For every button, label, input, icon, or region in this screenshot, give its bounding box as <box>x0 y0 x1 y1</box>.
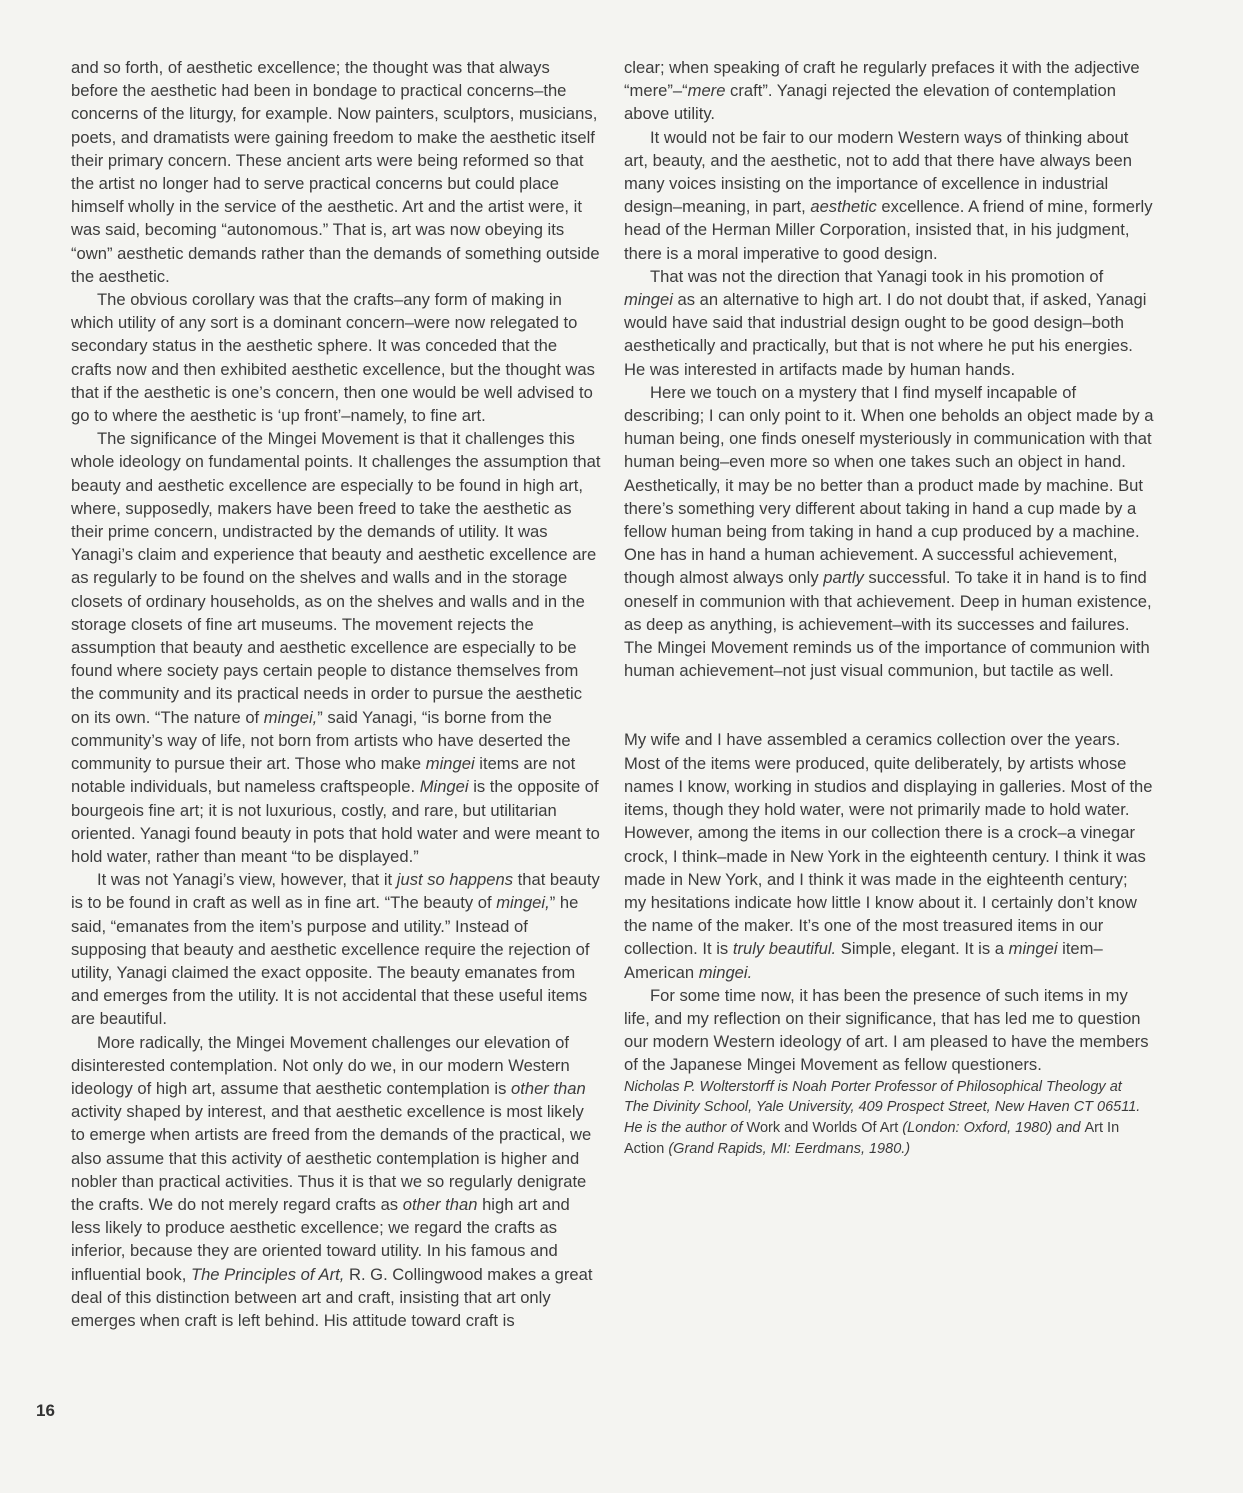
text-run: That was not the direction that Yanagi took in his promotion of <box>650 266 1104 286</box>
paragraph: The obvious corollary was that the crafts–any form of making in which utility of any sort is a dominant concern–were now relegated to secondary status in the aesthetic sphere. It was conceded that the crafts now and then exhibited aesthetic excellence, but the thought was that if the aesthetic is one’s concern, then one would be well advised to go to where the aesthetic is ‘up front’–namely, to fine art. <box>71 290 595 426</box>
text-run: high art and less likely to produce aesthetic excellence; we regard the crafts as inferior, because they are oriented toward utility. In his famous and influential book, <box>71 1194 570 1284</box>
text-run: clear; when speaking of craft he regularly prefaces it with the adjective “mere”–“ <box>624 58 1140 101</box>
text-run: is the opposite of bourgeois fine art; it is not luxurious, costly, and rare, but utilitarian oriented. Yanagi found beauty in pots that hold water and were meant to hold water, rather than meant “to be displayed.” <box>71 777 600 866</box>
paragraph <box>71 1031 601 1333</box>
paragraph <box>624 381 1154 683</box>
book-title: The Principles of Art, <box>190 1264 345 1284</box>
book-title: Art In Action <box>624 1120 1120 1157</box>
text-run: (London: Oxford, 1980) and <box>898 1120 1085 1137</box>
text-run: My wife and I have assembled a ceramics collection over the years. Most of the items were produced, quite deliberately, by artists whose names I know, working in studios and displaying in galleries. Most of the items, though they hold water, were not primarily made to hold water. However, among the items in our collection there is a crock–a vinegar crock, I think–made in New York in the eighteenth century. I think it was made in New York, and I think it was made in the eighteenth century; my hesitations indicate how little I know about it. I certainly don’t know the name of the maker. It’s one of the most treasured items in our collection. It is <box>624 730 1153 959</box>
italic-text: mingei <box>1008 939 1058 959</box>
italic-text: mingei <box>624 290 673 310</box>
italic-text: mingei, <box>263 707 318 727</box>
text-run: (Grand Rapids, MI: Eerdmans, 1980.) <box>664 1140 911 1157</box>
text-run: Nicholas P. Wolterstorff is Noah Porter Professor of Philosophical Theology at The Divinity School, Yale University, 409 Prospect Street, New Haven CT 06511. He is the author of <box>624 1078 1141 1137</box>
paragraph: and so forth, of aesthetic excellence; the thought was that always before the aesthetic had been in bondage to practical concerns–the concerns of the liturgy, for example. Now painters, sculptors, musicians, poets, and dramatists were gaining freedom to make the aesthetic itself their primary concern. These ancient arts were being reformed so that the artist no longer had to serve practical concerns but could place himself wholly in the service of the aesthetic. Art and the artist were, it was said, becoming “autonomous.” That is, art was now obeying its “own” aesthetic demands rather than the demands of something outside the aesthetic. <box>71 58 600 286</box>
text-run: Simple, elegant. It is a <box>836 939 1009 959</box>
right-column <box>624 56 1154 1160</box>
text-run: It would not be fair to our modern Western ways of thinking about art, beauty, and the aesthetic, not to add that there have always been many voices insisting on the importance of excellence in industrial design–meaning, in part, <box>624 127 1132 217</box>
italic-text: aesthetic <box>810 197 877 217</box>
paragraph <box>624 56 1154 126</box>
paragraph <box>71 868 601 1030</box>
italic-text: partly <box>823 568 864 588</box>
text-run: R. G. Collingwood makes a great deal of this distinction between art and craft, insisting that art only emerges when craft is left behind. His attitude toward craft is <box>71 1264 593 1330</box>
text-run: It was not Yanagi’s view, however, that it <box>97 870 397 890</box>
text-run: as an alternative to high art. I do not doubt that, if asked, Yanagi would have said that industrial design ought to be good design–both aesthetically and practically, but that is not where he put his energies. He was interested in artifacts made by human hands. <box>624 290 1147 379</box>
italic-text: mingei. <box>698 962 753 982</box>
paragraph: For some time now, it has been the presence of such items in my life, and my reflection on their significance, that has led me to question our modern Western ideology of art. I am pleased to have the members of the Japanese Mingei Movement as fellow questioners. <box>624 985 1149 1075</box>
text-run: The significance of the Mingei Movement is that it challenges this whole ideology on fundamental points. It challenges the assumption that beauty and aesthetic excellence are especially to be found in high art, where, supposedly, makers have been freed to take the aesthetic as their prime concern, undistracted by the demands of utility. It was Yanagi’s claim and experience that beauty and aesthetic excellence are as regularly to be found on the shelves and walls and in the storage closets of ordinary households, as on the shelves and walls and in the storage closets of fine art museums. The movement rejects the assumption that beauty and aesthetic excellence are especially to be found where society pays certain people to distance themselves from the community and its practical needs in order to pursue the aesthetic on its own. “The nature of <box>71 429 601 727</box>
italic-text: truly beautiful. <box>732 939 837 959</box>
text-run: items are not notable individuals, but nameless craftspeople. <box>71 754 576 797</box>
paragraph <box>624 265 1154 381</box>
author-bio <box>624 1077 1144 1160</box>
text-run: craft”. Yanagi rejected the elevation of contemplation above utility. <box>624 81 1116 124</box>
italic-text: Mingei <box>419 777 469 797</box>
paragraph <box>624 728 1154 983</box>
text-run: activity shaped by interest, and that aesthetic excellence is most likely to emerge when artists are freed from the demands of the practical, we also assume that this activity of aesthetic contemplation is higher and nobler than practical activities. Thus it is that we so regularly denigrate the crafts. We do not merely regard crafts as <box>71 1102 592 1214</box>
italic-text: other than <box>402 1194 478 1214</box>
paragraph <box>624 126 1154 265</box>
text-run: More radically, the Mingei Movement challenges our elevation of disinterested contemplation. Not only do we, in our modern Western ideology of high art, assume that aesthetic contemplation is <box>71 1032 570 1098</box>
book-title: Work and Worlds Of Art <box>746 1120 899 1137</box>
text-run: ” he said, “emanates from the item’s purpose and utility.” Instead of supposing that beauty and aesthetic excellence require the rejection of utility, Yanagi claimed the exact opposite. The beauty emanates from and emerges from the utility. It is not accidental that these useful items are beautiful. <box>71 893 590 1029</box>
text-run: item–American <box>624 939 1103 982</box>
italic-text: mingei, <box>496 893 550 913</box>
paragraph <box>71 427 601 868</box>
text-run: successful. To take it in hand is to find oneself in communion with that achievement. Deep in human existence, as deep as anything, is achievement–with its successes and failures. The Mingei Movement reminds us of the importance of communion with human achievement–not just visual communion, but tactile as well. <box>624 568 1152 681</box>
left-column <box>71 56 601 1332</box>
italic-text: mere <box>687 81 726 101</box>
text-run: that beauty is to be found in craft as well as in fine art. “The beauty of <box>71 870 600 913</box>
text-run: Here we touch on a mystery that I find myself incapable of describing; I can only point to it. When one beholds an object made by a human being, one finds oneself mysteriously in communication with that human being–even more so when one takes such an object in hand. Aesthetically, it may be no better than a product made by machine. But there’s something very different about taking in hand a cup made by a fellow human being from taking in hand a cup produced by a machine. One has in hand a human achievement. A successful achievement, though almost always only <box>624 382 1154 588</box>
text-run: ” said Yanagi, “is borne from the community’s way of life, not born from artists who have deserted the community to pursue their art. Those who make <box>71 707 571 774</box>
page-number: 16 <box>36 1401 55 1420</box>
italic-text: just so happens <box>396 870 514 890</box>
italic-text: other than <box>511 1078 586 1098</box>
italic-text: mingei <box>425 754 475 774</box>
text-run: excellence. A friend of mine, formerly head of the Herman Miller Corporation, insisted that, in his judgment, there is a moral imperative to good design. <box>624 197 1153 263</box>
